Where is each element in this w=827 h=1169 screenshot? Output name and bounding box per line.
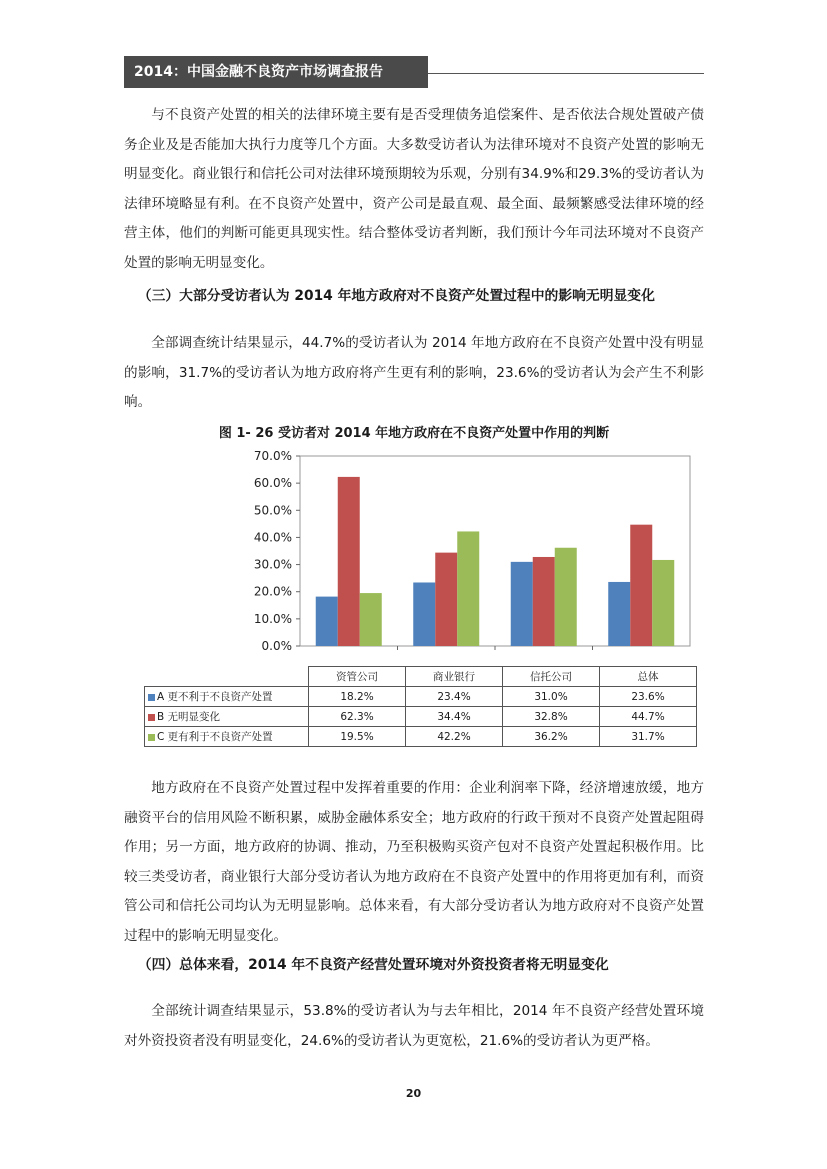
legend-swatch <box>148 714 155 721</box>
bar <box>338 477 360 646</box>
data-label <box>503 687 600 707</box>
bar <box>511 562 533 646</box>
x-tick-label-text: 资管公司 <box>336 671 378 683</box>
paragraph-local-gov-role: 地方政府在不良资产处置过程中发挥着重要的作用：企业利润率下降，经济增速放缓，地方融资平台的信用风险不断积累，威胁金融体系安全；地方政府的行政干预对不良资产处置起阻碍作用；另一方面，地方政府的协调、推动，乃至积极购买资产包对不良资产处置起积极作用。比较三类受访者，商业银行大部分受访者认为地方政府在不良资产处置中的作用将更加有利，而资管公司和信托公司均认为无明显影响。总体来看，有大部分受访者认为地方政府对不良资产处置过程中的影响无明显变化。 <box>124 780 704 944</box>
bar <box>435 553 457 646</box>
legend-entry-text: C 更有利于不良资产处置 <box>157 731 273 743</box>
data-label-text: 62.3% <box>340 710 374 723</box>
data-label-text: 23.4% <box>437 690 471 703</box>
y-tick-label: 20.0% <box>253 584 292 599</box>
x-tick-label <box>600 667 697 687</box>
y-tick-label: 40.0% <box>253 530 292 545</box>
x-tick-label-text: 信托公司 <box>530 671 572 683</box>
running-header <box>124 56 428 88</box>
data-label <box>406 727 503 747</box>
data-label <box>309 727 406 747</box>
data-label <box>309 687 406 707</box>
data-label <box>503 707 600 727</box>
x-tick-label-text: 总体 <box>637 671 659 683</box>
paragraph-local-gov-survey: 全部调查统计结果显示，44.7%的受访者认为 2014 年地方政府在不良资产处置中没有明显的影响，31.7%的受访者认为地方政府将产生更有利的影响，23.6%的受访者认为会产生不利影响。 <box>124 335 704 410</box>
data-label-text: 42.2% <box>437 730 471 743</box>
data-label-text: 19.5% <box>340 730 374 743</box>
data-label <box>406 707 503 727</box>
y-tick-label: 0.0% <box>261 639 292 653</box>
data-label-text: 44.7% <box>631 710 665 723</box>
data-label-text: 23.6% <box>631 690 665 703</box>
data-label-text: 31.7% <box>631 730 665 743</box>
section-heading-4: （四）总体来看，2014 年不良资产经营处置环境对外资投资者将无明显变化 <box>137 957 609 973</box>
header-rule <box>428 73 704 74</box>
bar <box>360 593 382 646</box>
paragraph-foreign-investors: 全部统计调查结果显示，53.8%的受访者认为与去年相比，2014 年不良资产经营处置环境对外资投资者没有明显变化，24.6%的受访者认为更宽松，21.6%的受访者认为更严格。 <box>124 1003 704 1049</box>
table-corner <box>145 667 309 687</box>
data-label-text: 18.2% <box>340 690 374 703</box>
data-label-text: 31.0% <box>534 690 568 703</box>
legend-entry-text: B 无明显变化 <box>157 711 221 723</box>
running-header-title: 2014：中国金融不良资产市场调查报告 <box>134 64 383 80</box>
data-label <box>600 687 697 707</box>
legend-entry-text: A 更不利于不良资产处置 <box>157 691 273 703</box>
x-tick-label <box>503 667 600 687</box>
data-label-text: 32.8% <box>534 710 568 723</box>
page-number: 20 <box>405 1087 422 1100</box>
data-label <box>406 687 503 707</box>
bar <box>533 557 555 646</box>
y-tick-label: 50.0% <box>253 503 292 518</box>
data-label <box>600 727 697 747</box>
y-tick-label: 10.0% <box>253 611 292 626</box>
chart-data-table <box>144 666 697 747</box>
table-header-row <box>145 667 697 687</box>
figure-title: 图 1- 26 受访者对 2014 年地方政府在不良资产处置中作用的判断 <box>218 426 610 441</box>
y-tick-label: 60.0% <box>253 476 292 491</box>
data-label <box>600 707 697 727</box>
paragraph-legal-environment: 与不良资产处置的相关的法律环境主要有是否受理债务追偿案件、是否依法合规处置破产债务企业及是否能加大执行力度等几个方面。大多数受访者认为法律环境对不良资产处置的影响无明显变化。商业银行和信托公司对法律环境预期较为乐观，分别有34.9%和29.3%的受访者认为法律环境略显有利。在不良资产处置中，资产公司是最直观、最全面、最频繁感受法律环境的经营主体，他们的判断可能更具现实性。结合整体受访者判断，我们预计今年司法环境对不良资产处置的影响无明显变化。 <box>124 107 704 271</box>
legend-swatch <box>148 694 155 701</box>
data-label-text: 36.2% <box>534 730 568 743</box>
table-row <box>145 687 697 707</box>
legend-swatch <box>148 734 155 741</box>
data-label-text: 34.4% <box>437 710 471 723</box>
bar <box>316 597 338 646</box>
data-label <box>503 727 600 747</box>
x-tick-label <box>309 667 406 687</box>
x-tick-label <box>406 667 503 687</box>
y-tick-label: 30.0% <box>253 557 292 572</box>
x-tick-label-text: 商业银行 <box>433 671 475 683</box>
bar <box>630 525 652 646</box>
legend-entry <box>145 687 309 707</box>
legend-entry <box>145 707 309 727</box>
bar <box>652 560 674 646</box>
bar <box>608 582 630 646</box>
table-row <box>145 727 697 747</box>
y-tick-label: 70.0% <box>253 449 292 463</box>
bar <box>457 531 479 646</box>
data-label <box>309 707 406 727</box>
table-row <box>145 707 697 727</box>
bar <box>555 548 577 646</box>
bar <box>413 582 435 646</box>
legend-entry <box>145 727 309 747</box>
section-heading-3: （三）大部分受访者认为 2014 年地方政府对不良资产处置过程中的影响无明显变化 <box>137 288 655 304</box>
